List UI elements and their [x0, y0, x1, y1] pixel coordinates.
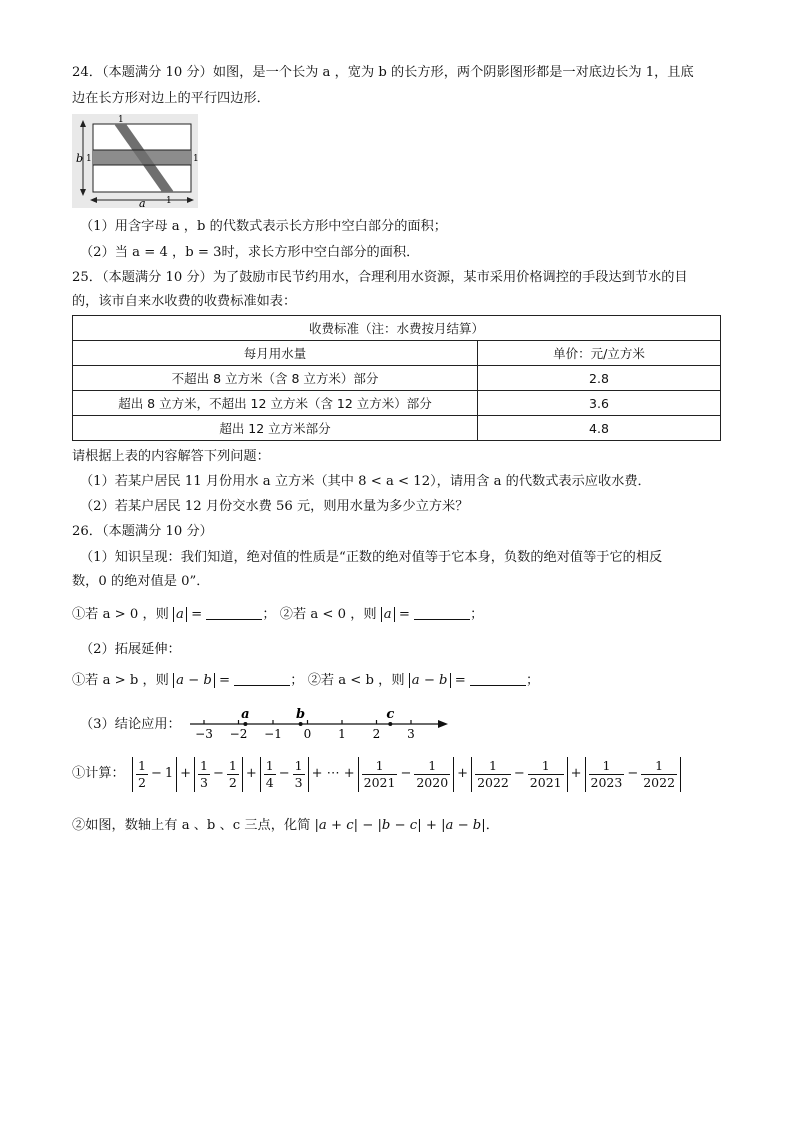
fraction-numerator: 1	[294, 757, 303, 773]
number-line-point-label: a	[241, 707, 250, 722]
q24-figure	[72, 114, 198, 208]
abs-a-minus-b: a − b	[173, 673, 215, 688]
plus-sign: +	[245, 766, 257, 781]
fraction	[136, 758, 148, 791]
q26-knowledge-line1: （1）知识呈现：我们知道，绝对值的性质是“正数的绝对值等于它本身，负数的绝对值等于它的相反	[80, 550, 663, 565]
q26-simplify	[72, 816, 499, 836]
fraction	[589, 758, 625, 791]
equals: =	[219, 673, 231, 688]
q25-part2: （2）若某户居民 12 月份交水费 56 元，则用水量为多少立方米？	[80, 499, 469, 514]
equals: =	[454, 673, 466, 688]
answer-blank[interactable]	[206, 605, 262, 620]
abs-a: a	[381, 607, 395, 622]
q26-part1-b-text: ②若 a < 0 ，则	[279, 607, 377, 622]
number-line-tick-label: 0	[303, 727, 312, 741]
answer-blank[interactable]	[234, 671, 290, 686]
fee-table-cell: 超出 12 立方米部分	[73, 416, 478, 441]
fee-table	[72, 315, 721, 441]
fraction-denominator: 3	[200, 774, 208, 790]
q26-calc-label: ①计算：	[72, 766, 125, 781]
figure-label-bottom-1: 1	[166, 196, 172, 206]
abs-a-minus-b: a − b	[409, 673, 451, 688]
number-line-arrow	[438, 720, 448, 728]
table-row	[73, 391, 721, 416]
semicolon: ；	[525, 673, 540, 688]
q24-part2: （2）当 a = 4 ，b = 3时，求长方形中空白部分的面积．	[80, 245, 420, 260]
minus-sign: −	[627, 766, 639, 781]
abs-a: a	[173, 607, 187, 622]
figure-label-right-1: 1	[193, 154, 199, 164]
q26-knowledge-line2: 数，0 的绝对值是 0”．	[72, 574, 210, 589]
plus-sign: +	[180, 766, 192, 781]
fraction-numerator: 1	[489, 757, 497, 773]
fraction	[414, 758, 450, 791]
fraction-denominator: 2023	[590, 774, 623, 790]
minus-sign: −	[213, 766, 224, 781]
q26-title: 26．（本题满分 10 分）	[72, 524, 213, 539]
fraction-numerator: 1	[375, 757, 384, 773]
fraction-numerator: 1	[265, 757, 274, 773]
q26-part2-title: （2）拓展延伸：	[80, 642, 181, 657]
fraction-numerator: 1	[655, 757, 664, 773]
fraction	[528, 758, 564, 791]
table-row	[73, 416, 721, 441]
fraction-numerator: 1	[428, 757, 437, 773]
q25-stem-line2: 的，该市自来水收费的收费标准如表：	[72, 294, 297, 309]
q26-part2-blanks	[72, 671, 539, 691]
integer-term: 1	[164, 766, 174, 781]
fraction-numerator: 1	[200, 757, 208, 773]
fraction-numerator: 1	[138, 757, 146, 773]
number-line-point-b	[299, 722, 303, 726]
answer-blank[interactable]	[470, 671, 526, 686]
fraction-denominator: 2020	[416, 774, 449, 790]
figure-label-left-1: 1	[86, 154, 92, 164]
semicolon: ；	[290, 673, 304, 688]
q26-part1-blanks	[72, 605, 483, 625]
q25-prompt: 请根据上表的内容解答下列问题：	[72, 449, 270, 464]
number-line-tick-label: −1	[264, 727, 282, 741]
number-line-point-c	[388, 722, 392, 726]
figure-label-b: b	[76, 152, 84, 165]
minus-sign: −	[278, 766, 290, 781]
fraction-denominator: 2	[228, 774, 237, 790]
fraction	[475, 758, 511, 791]
fraction-numerator: 1	[602, 757, 611, 773]
number-line-point-label: c	[386, 707, 395, 722]
fraction	[264, 758, 276, 791]
fraction-numerator: 1	[228, 757, 237, 773]
q25-part1: （1）若某户居民 11 月份用水 a 立方米（其中 8 < a < 12），请用含 a 的代数式表示应收水费．	[80, 474, 651, 489]
number-line-tick-label: −3	[195, 727, 213, 741]
fee-table-cell: 4.8	[478, 416, 721, 441]
number-line-point-a	[243, 722, 247, 726]
fee-table-header-usage: 每月用水量	[73, 341, 478, 366]
q26-part2-a-text: ①若 a > b ，则	[72, 673, 169, 688]
number-line-point-label: b	[296, 707, 306, 722]
table-row	[73, 366, 721, 391]
semicolon: ；	[262, 607, 276, 622]
abs-term	[194, 757, 243, 792]
fraction	[641, 758, 677, 791]
fraction-denominator: 3	[294, 774, 303, 790]
fraction-denominator: 2021	[529, 774, 562, 790]
abs-term	[260, 757, 309, 792]
fraction-denominator: 4	[265, 774, 274, 790]
plus-sign: +	[457, 766, 469, 781]
minus-sign: −	[400, 766, 412, 781]
q26-part2-b-text: ②若 a < b ，则	[307, 673, 405, 688]
period: ．	[485, 818, 499, 833]
fee-table-cell: 超出 8 立方米，不超出 12 立方米（含 12 立方米）部分	[73, 391, 478, 416]
minus-sign: −	[513, 766, 525, 781]
fraction-denominator: 2021	[363, 774, 396, 790]
q26-simplify-expr: |a + c| − |b − c| + |a − b|	[314, 818, 486, 833]
fraction	[362, 758, 398, 791]
fraction	[198, 758, 210, 791]
fraction-denominator: 2	[138, 774, 146, 790]
fee-table-cell: 2.8	[478, 366, 721, 391]
fraction-numerator: 1	[541, 757, 550, 773]
fraction	[227, 758, 239, 791]
fraction	[293, 758, 305, 791]
fee-table-cell: 不超出 8 立方米（含 8 立方米）部分	[73, 366, 478, 391]
semicolon: ；	[470, 607, 484, 622]
number-line-tick-label: 2	[372, 727, 381, 741]
equals: =	[398, 607, 410, 622]
q26-part1-a-text: ①若 a > 0 ，则	[72, 607, 169, 622]
plus-sign: + ⋯ +	[311, 766, 355, 781]
fee-table-header-price: 单价：元/立方米	[478, 341, 721, 366]
abs-term	[471, 757, 568, 792]
q25-stem-line1: 25．（本题满分 10 分）为了鼓励市民节约用水，合理利用水资源，某市采用价格调控的手段达到节水的目	[72, 270, 688, 285]
figure-label-top-1: 1	[118, 115, 124, 125]
q24-stem-line1: 24．（本题满分 10 分）如图，是一个长为 a ，宽为 b 的长方形，两个阴影图形都是一对底边长为 1，且底	[72, 65, 694, 80]
answer-blank[interactable]	[414, 605, 470, 620]
abs-term	[132, 757, 177, 792]
q24-stem-line2: 边在长方形对边上的平行四边形．	[72, 91, 270, 106]
number-line-tick-label: 3	[407, 727, 415, 741]
fraction-denominator: 2022	[477, 774, 509, 790]
number-line-tick-label: −2	[229, 727, 248, 741]
q26-part3-title: （3）结论应用：	[80, 717, 181, 732]
equals: =	[191, 607, 203, 622]
fraction-denominator: 2022	[643, 774, 676, 790]
figure-label-a: a	[139, 197, 146, 210]
q24-part1: （1）用含字母 a ，b 的代数式表示长方形中空白部分的面积；	[80, 219, 447, 234]
minus-sign: −	[150, 766, 162, 781]
number-line	[190, 704, 455, 742]
abs-term	[585, 757, 682, 792]
fee-table-caption: 收费标准（注：水费按月结算）	[73, 316, 721, 341]
fee-table-cell: 3.6	[478, 391, 721, 416]
q26-simplify-text: ②如图，数轴上有 a 、b 、c 三点，化简	[72, 818, 311, 833]
plus-sign: +	[570, 766, 582, 781]
number-line-tick-label: 1	[338, 727, 346, 741]
abs-term	[358, 757, 455, 792]
